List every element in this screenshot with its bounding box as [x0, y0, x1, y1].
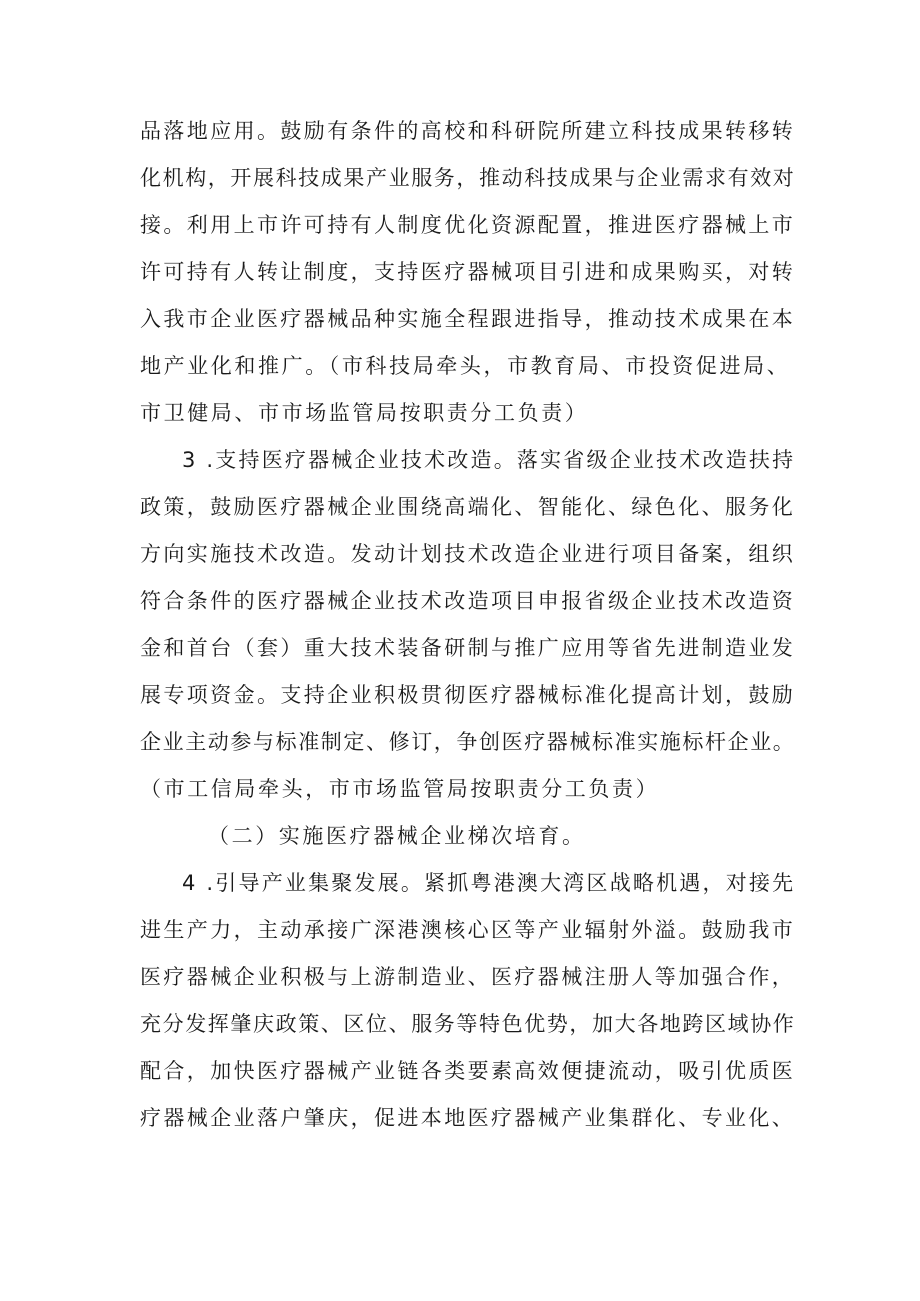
paragraph-line: 进生产力，主动承接广深港澳核心区等产业辐射外溢。鼓励我市: [140, 918, 796, 942]
paragraph-line: 地产业化和推广。（市科技局牵头，市教育局、市投资促进局、: [140, 354, 791, 378]
paragraph-line: 金和首台（套）重大技术装备研制与推广应用等省先进制造业发: [140, 636, 796, 660]
paragraph-line: 配合，加快医疗器械产业链各类要素高效便捷流动，吸引优质医: [140, 1059, 796, 1083]
paragraph-line: 品落地应用。鼓励有条件的高校和科研院所建立科技成果转移转: [140, 119, 796, 143]
paragraph-line: 疗器械企业落户肇庆，促进本地医疗器械产业集群化、专业化、: [140, 1106, 796, 1130]
paragraph-line: 充分发挥肇庆政策、区位、服务等特色优势，加大各地跨区域协作: [140, 1012, 796, 1036]
paragraph-line: （市工信局牵头，市市场监管局按职责分工负责）: [140, 777, 660, 801]
paragraph-line: 展专项资金。支持企业积极贯彻医疗器械标准化提高计划，鼓励: [140, 683, 796, 707]
paragraph-line: 符合条件的医疗器械企业技术改造项目申报省级企业技术改造资: [140, 589, 796, 613]
paragraph-line: 接。利用上市许可持有人制度优化资源配置，推进医疗器械上市: [140, 213, 796, 237]
paragraph-line: 方向实施技术改造。发动计划技术改造企业进行项目备案，组织: [140, 542, 796, 566]
paragraph-line: 入我市企业医疗器械品种实施全程跟进指导，推动技术成果在本: [140, 307, 796, 331]
paragraph-line: 化机构，开展科技成果产业服务，推动科技成果与企业需求有效对: [140, 166, 796, 190]
paragraph-line: 政策，鼓励医疗器械企业围绕高端化、智能化、绿色化、服务化: [140, 495, 796, 519]
item-heading-line: 4 .引导产业集聚发展。紧抓粤港澳大湾区战略机遇，对接先: [182, 871, 796, 895]
item-heading-line: 3 .支持医疗器械企业技术改造。落实省级企业技术改造扶持: [182, 448, 796, 472]
paragraph-line: 医疗器械企业积极与上游制造业、医疗器械注册人等加强合作，: [140, 965, 796, 989]
section-heading: （二）实施医疗器械企业梯次培育。: [208, 824, 586, 848]
paragraph-line: 市卫健局、市市场监管局按职责分工负责）: [140, 401, 589, 425]
paragraph-line: 许可持有人转让制度，支持医疗器械项目引进和成果购买，对转: [140, 260, 796, 284]
paragraph-line: 企业主动参与标准制定、修订，争创医疗器械标准实施标杆企业。: [140, 730, 796, 754]
